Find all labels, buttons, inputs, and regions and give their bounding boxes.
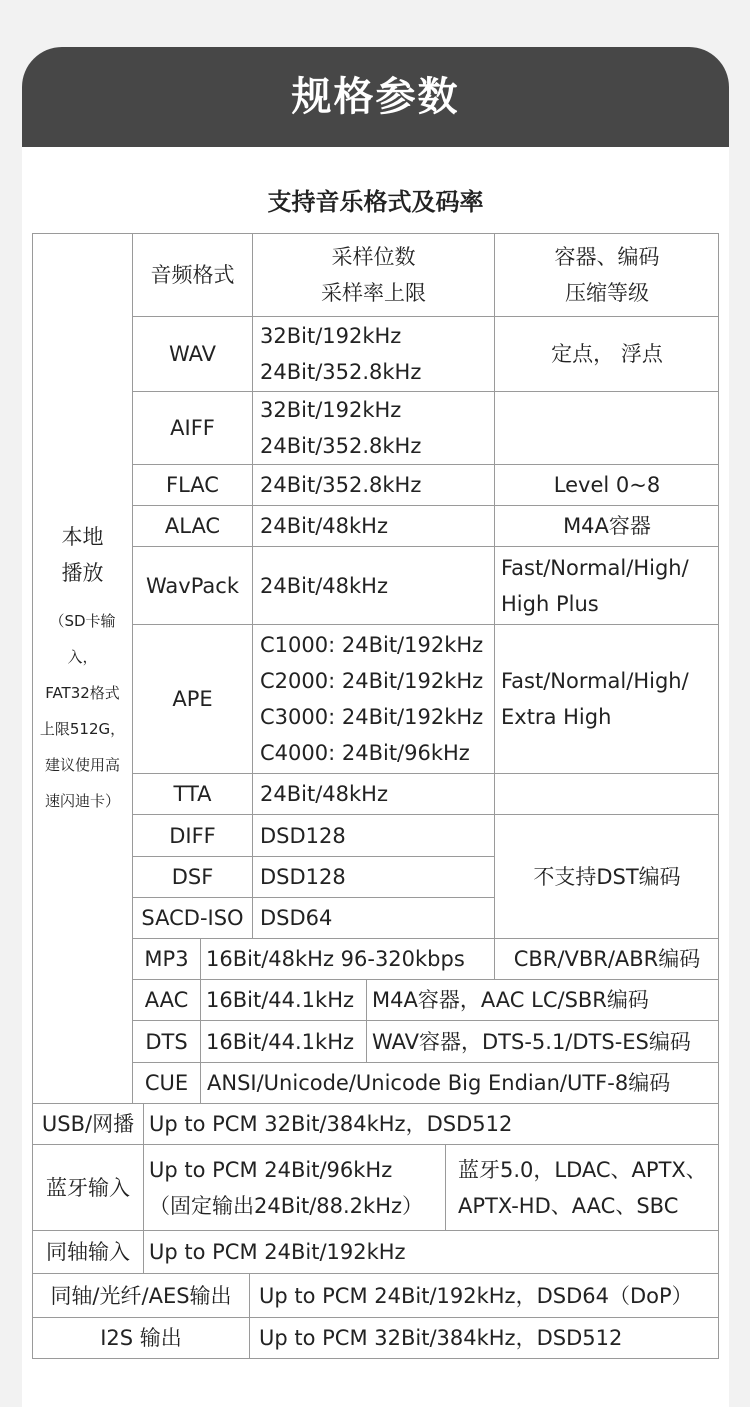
page-title: 规格参数 xyxy=(22,47,729,147)
rate-wav: 32Bit/192kHz 24Bit/352.8kHz xyxy=(252,316,494,391)
codec-wavpack: Fast/Normal/High/ High Plus xyxy=(494,546,719,624)
format-dsf: DSF xyxy=(132,856,252,897)
format-wav: WAV xyxy=(132,316,252,391)
format-sacd-iso: SACD-ISO xyxy=(132,897,252,938)
value-bluetooth: Up to PCM 24Bit/96kHz （固定输出24Bit/88.2kHz） xyxy=(143,1144,445,1230)
local-playback-cell xyxy=(32,233,132,1103)
section-subtitle: 支持音乐格式及码率 xyxy=(267,188,484,216)
format-aac: AAC xyxy=(132,979,200,1020)
codec-alac: M4A容器 xyxy=(494,505,719,546)
format-aiff: AIFF xyxy=(132,391,252,464)
rate-dts: 16Bit/44.1kHz xyxy=(200,1020,366,1062)
codec-aiff xyxy=(494,391,719,464)
label-coax-in: 同轴输入 xyxy=(32,1230,143,1273)
value-cue: ANSI/Unicode/Unicode Big Endian/UTF-8编码 xyxy=(200,1062,719,1103)
rate-wavpack: 24Bit/48kHz xyxy=(252,546,494,624)
header-format: 音频格式 xyxy=(132,233,252,316)
format-tta: TTA xyxy=(132,773,252,814)
label-i2s-out: I2S 输出 xyxy=(32,1317,249,1358)
format-mp3: MP3 xyxy=(132,938,200,979)
format-wavpack: WavPack xyxy=(132,546,252,624)
codec-dsd: 不支持DST编码 xyxy=(494,814,719,938)
codec-flac: Level 0~8 xyxy=(494,464,719,505)
label-bluetooth: 蓝牙输入 xyxy=(32,1144,143,1230)
codec-wav: 定点， 浮点 xyxy=(494,316,719,391)
local-playback-note: （SD卡输入， FAT32格式 上限512G， 建议使用高 速闪迪卡） xyxy=(39,611,126,810)
local-playback-label: 本地 播放 xyxy=(61,524,104,585)
table-border-bottom xyxy=(32,1358,719,1359)
codec-dts: WAV容器，DTS-5.1/DTS-ES编码 xyxy=(366,1020,719,1062)
value-usb: Up to PCM 32Bit/384kHz，DSD512 xyxy=(143,1103,719,1144)
rate-mp3: 16Bit/48kHz 96-320kbps xyxy=(200,938,494,979)
value-coax-in: Up to PCM 24Bit/192kHz xyxy=(143,1230,719,1273)
format-diff: DIFF xyxy=(132,814,252,856)
label-usb: USB/网播 xyxy=(32,1103,143,1144)
header-rate: 采样位数 采样率上限 xyxy=(252,233,494,316)
value-i2s-out: Up to PCM 32Bit/384kHz，DSD512 xyxy=(249,1317,719,1358)
rate-ape: C1000: 24Bit/192kHz C2000: 24Bit/192kHz C3000: 24Bit/192kHz C4000: 24Bit/96kHz xyxy=(252,624,494,773)
format-flac: FLAC xyxy=(132,464,252,505)
rate-sacd-iso: DSD64 xyxy=(252,897,494,938)
label-digital-out: 同轴/光纤/AES输出 xyxy=(32,1273,249,1317)
rate-diff: DSD128 xyxy=(252,814,494,856)
codec-tta xyxy=(494,773,719,814)
rate-flac: 24Bit/352.8kHz xyxy=(252,464,494,505)
codecs-bluetooth: 蓝牙5.0，LDAC、APTX、 APTX-HD、AAC、SBC xyxy=(445,1144,719,1230)
header-codec: 容器、编码 压缩等级 xyxy=(494,233,719,316)
rate-alac: 24Bit/48kHz xyxy=(252,505,494,546)
format-alac: ALAC xyxy=(132,505,252,546)
format-ape: APE xyxy=(132,624,252,773)
value-digital-out: Up to PCM 24Bit/192kHz，DSD64（DoP） xyxy=(249,1273,719,1317)
table-border-right xyxy=(718,233,719,1358)
rate-tta: 24Bit/48kHz xyxy=(252,773,494,814)
rate-dsf: DSD128 xyxy=(252,856,494,897)
rate-aac: 16Bit/44.1kHz xyxy=(200,979,366,1020)
format-cue: CUE xyxy=(132,1062,200,1103)
codec-aac: M4A容器，AAC LC/SBR编码 xyxy=(366,979,719,1020)
codec-ape: Fast/Normal/High/ Extra High xyxy=(494,624,719,773)
format-dts: DTS xyxy=(132,1020,200,1062)
codec-mp3: CBR/VBR/ABR编码 xyxy=(494,938,719,979)
rate-aiff: 32Bit/192kHz 24Bit/352.8kHz xyxy=(252,391,494,464)
